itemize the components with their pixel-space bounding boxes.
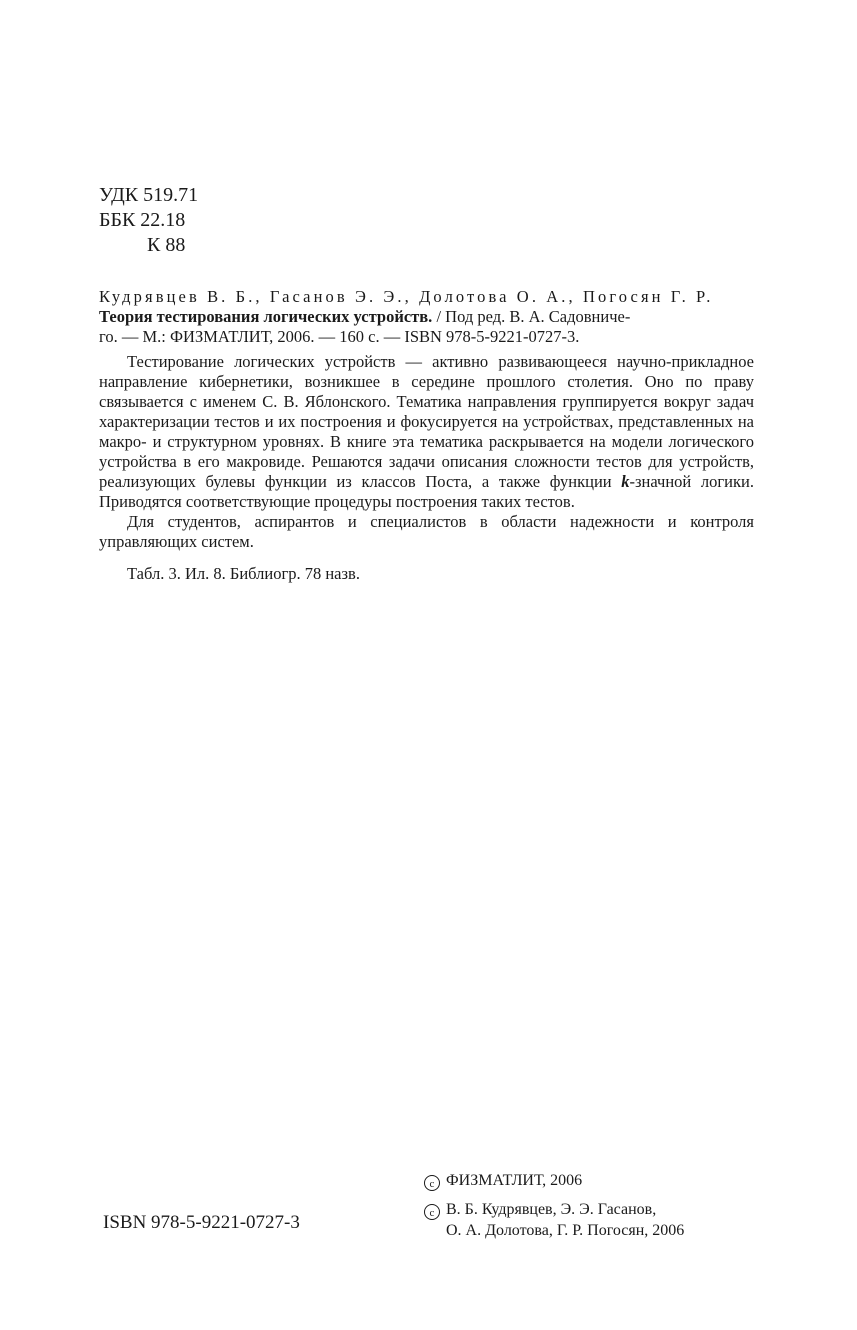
book-title: Теория тестирования логических устройств.: [99, 307, 433, 326]
classification-codes: [99, 183, 198, 258]
copyright-authors-line2: О. А. Долотова, Г. Р. Погосян, 2006: [446, 1222, 685, 1239]
annotation-text-part2: -значной логики. Приводятся соответствующие процедуры построения таких тестов.: [99, 472, 754, 511]
bibliographic-record: [99, 287, 754, 347]
annotation-text-part1: Тестирование логических устройств — активно развивающееся научно-прикладное направление кибернетики, возникшее в середине прошлого столетия. Оно по праву связывается с именем С. В. Яблонского. Тематика направления группируется вокруг задач характеризации тестов и их построения и фокусируется на устройствах, представленных на макро- и структурном уровнях. В книге эта тематика раскрывается на модели логического устройства в его макровиде. Решаются задачи описания сложности тестов для устройств, реализующих булевы функции из классов Поста, а также функции: [99, 352, 754, 491]
publication-info: го. — М.: ФИЗМАТЛИТ, 2006. — 160 с. — ISBN 978-5-9221-0727-3.: [99, 327, 580, 346]
authors-line: Кудрявцев В. Б., Гасанов Э. Э., Долотова О. А., Погосян Г. Р.: [99, 287, 714, 306]
copyright-icon: c: [424, 1175, 440, 1191]
author-mark: К 88: [147, 234, 186, 256]
copyright-block: [424, 1170, 684, 1241]
copyright-icon: c: [424, 1204, 440, 1220]
isbn-number: ISBN 978-5-9221-0727-3: [103, 1212, 300, 1233]
k-variable: k: [621, 472, 630, 491]
udk-code: УДК 519.71: [99, 184, 199, 206]
tables-info: Табл. 3. Ил. 8. Библиогр. 78 назв.: [127, 564, 360, 583]
annotation-paragraph: [99, 352, 754, 512]
annotation: [99, 352, 754, 584]
copyright-publisher-text: ФИЗМАТЛИТ, 2006: [446, 1172, 583, 1189]
title-line: [99, 307, 754, 327]
copyright-authors: [424, 1199, 684, 1241]
copyright-authors-line1: В. Б. Кудрявцев, Э. Э. Гасанов,: [446, 1201, 657, 1218]
bbk-code: ББК 22.18: [99, 209, 186, 231]
copyright-publisher: [424, 1170, 684, 1191]
editor-info: / Под ред. В. А. Садовниче-: [432, 307, 631, 326]
audience-paragraph: Для студентов, аспирантов и специалистов в области надежности и контроля управляющих систем.: [99, 512, 754, 551]
